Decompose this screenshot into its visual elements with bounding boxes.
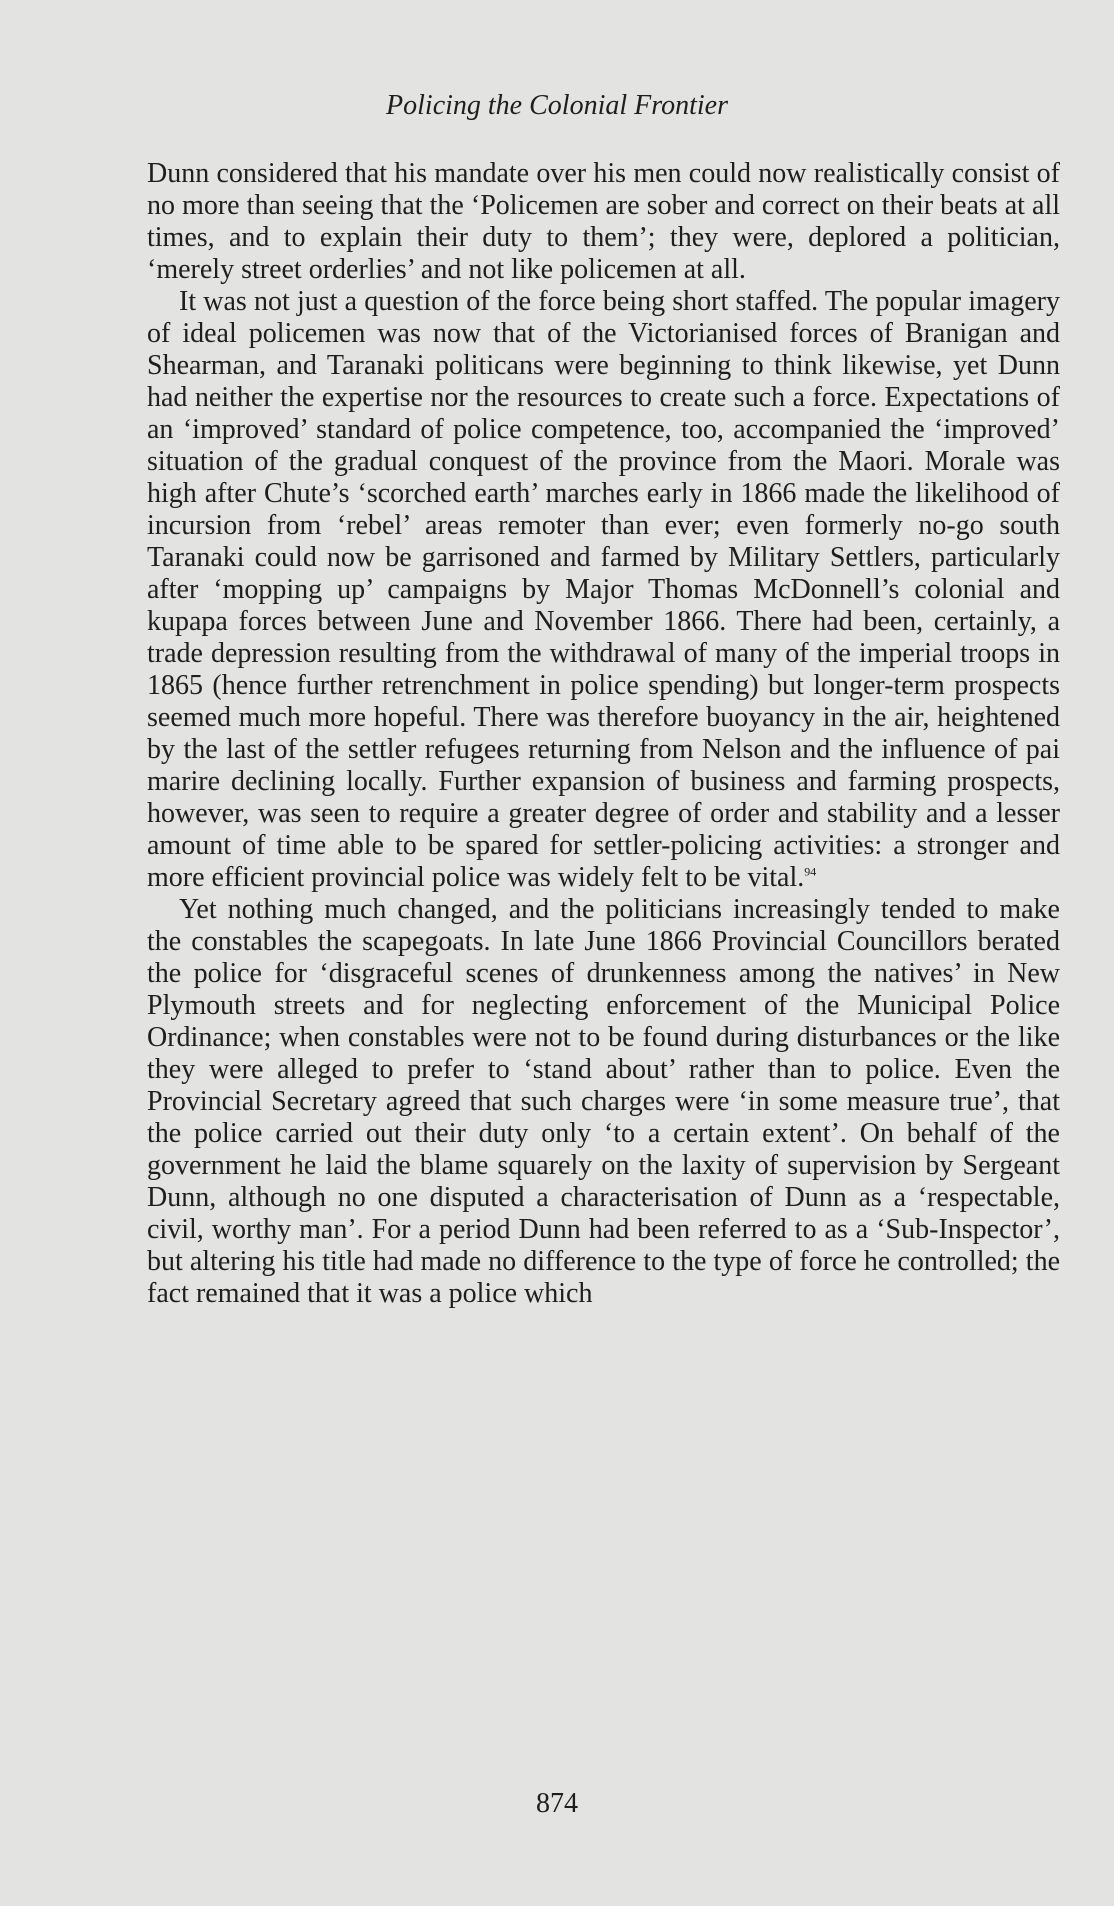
page-number: 874 [536,1788,578,1819]
paragraph-text: Dunn considered that his mandate over his men could now realistically consist of no more than seeing that the ‘Policemen are sober and correct on their beats at all times, and to explain their duty to them’; they were, deplored a politician, ‘merely street orderlies’ and not like policemen at all. [147,158,1060,285]
paragraph [147,286,1060,894]
body-text [147,158,1060,1310]
running-head: Policing the Colonial Frontier [386,90,728,121]
paragraph [147,894,1060,1310]
paragraph-text: Yet nothing much changed, and the politicians increasingly tended to make the constables the scapegoats. In late June 1866 Provincial Councillors berated the police for ‘disgraceful scenes of drunkenness among the natives’ in New Plymouth streets and for neglecting enforcement of the Municipal Police Ordinance; when constables were not to be found during disturbances or the like they were alleged to prefer to ‘stand about’ rather than to police. Even the Provincial Secretary agreed that such charges were ‘in some measure true’, that the police carried out their duty only ‘to a certain extent’. On behalf of the government he laid the blame squarely on the laxity of supervision by Sergeant Dunn, although no one disputed a characterisation of Dunn as a ‘respectable, civil, worthy man’. For a period Dunn had been referred to as a ‘Sub-Inspector’, but altering his title had made no difference to the type of force he controlled; the fact remained that it was a police which [147,894,1060,1309]
footnote-reference[interactable]: 94 [804,864,817,879]
paragraph [147,158,1060,286]
paragraph-text: It was not just a question of the force being short staffed. The popular imagery of ideal policemen was now that of the Victorianised forces of Branigan and Shearman, and Taranaki politicans were beginning to think likewise, yet Dunn had neither the expertise nor the resources to create such a force. Expectations of an ‘improved’ standard of police competence, too, accompanied the ‘improved’ situation of the gradual conquest of the province from the Maori. Morale was high after Chute’s ‘scorched earth’ marches early in 1866 made the likelihood of incursion from ‘rebel’ areas remoter than ever; even formerly no-go south Taranaki could now be garrisoned and farmed by Military Settlers, particularly after ‘mopping up’ campaigns by Major Thomas McDonnell’s colonial and kupapa forces between June and November 1866. There had been, certainly, a trade depression resulting from the withdrawal of many of the imperial troops in 1865 (hence further retrenchment in police spending) but longer-term prospects seemed much more hopeful. There was therefore buoyancy in the air, heightened by the last of the settler refugees returning from Nelson and the influence of pai marire declining locally. Further expansion of business and farming prospects, however, was seen to require a greater degree of order and stability and a lesser amount of time able to be spared for settler-policing activities: a stronger and more efficient provincial police was widely felt to be vital. [147,286,1060,893]
